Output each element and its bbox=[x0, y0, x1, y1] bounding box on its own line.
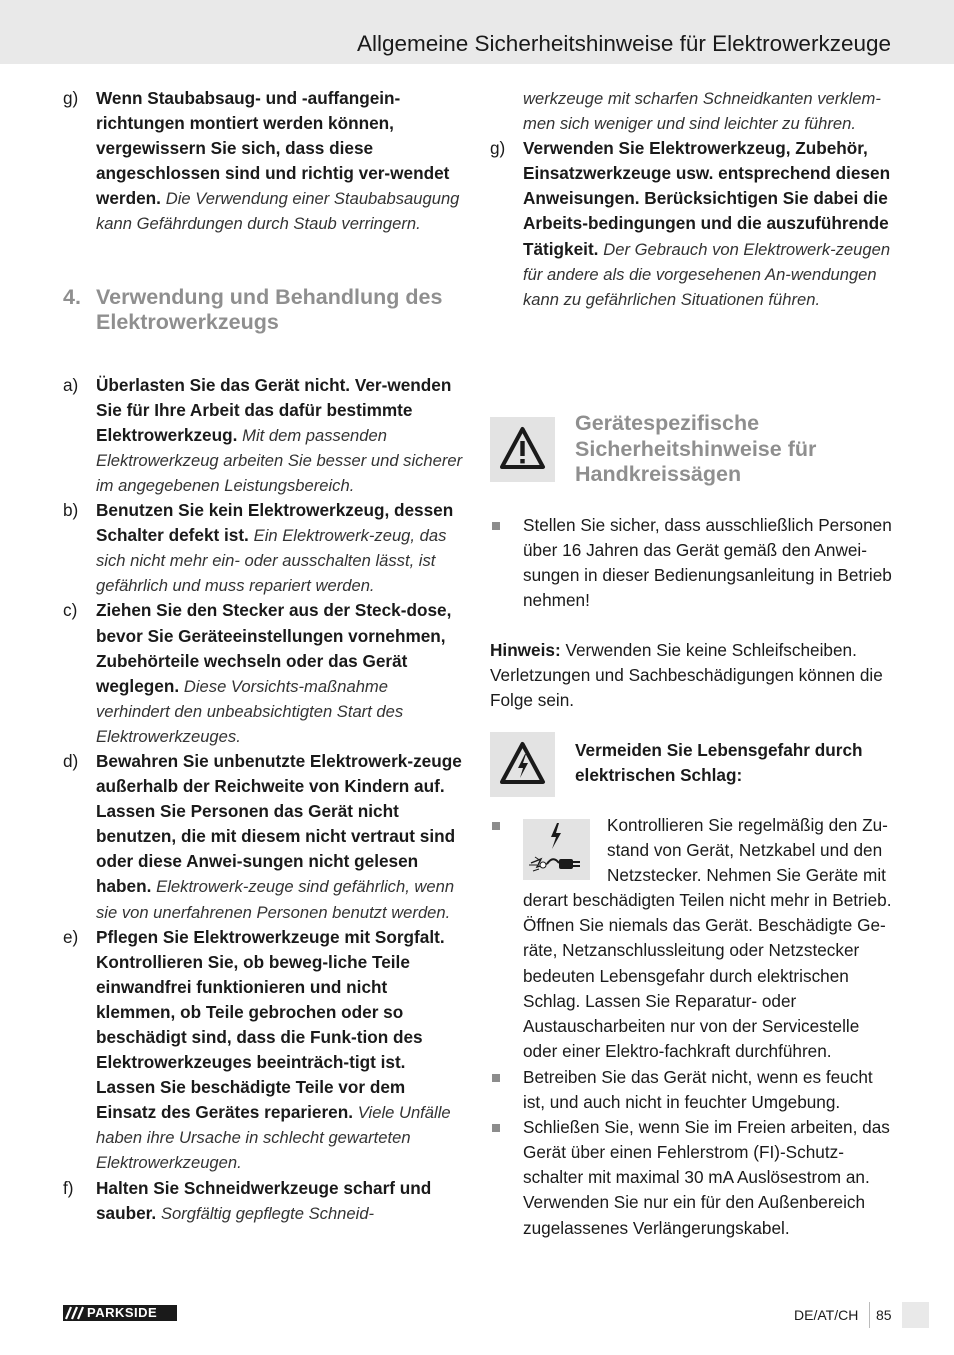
page-number: 85 bbox=[876, 1307, 892, 1323]
list-item-g-right bbox=[490, 136, 892, 312]
item-italic-text: Ein Elektrowerk-zeug, das sich nicht mehr ein- oder ausschalten lässt, ist gefährlich und muss repariert werden. bbox=[96, 526, 447, 596]
item-italic-text: Viele Unfälle haben ihre Ursache in schlecht gewarteten Elektrowerkzeugen. bbox=[96, 1103, 451, 1173]
item-italic-text: Elektrowerk-zeuge sind gefährlich, wenn sie von unerfahrenen Personen benutzt werden. bbox=[96, 877, 455, 922]
list-item bbox=[490, 513, 892, 613]
electric-hazard-icon bbox=[490, 732, 555, 797]
item-italic-text: Mit dem passenden Elektrowerkzeug arbeiten Sie besser und sicherer im angegebenen Leistungsbereich. bbox=[96, 425, 463, 495]
item-marker: b) bbox=[63, 500, 79, 521]
item-bold-text: Bewahren Sie unbenutzte Elektrowerk-zeuge außerhalb der Reichweite von Kindern auf. Lassen Sie Personen das Gerät nicht benutzen, die mit diesem nicht vertraut sind oder diese Anwei-sungen nicht gelesen haben. bbox=[96, 750, 462, 897]
list-item-f bbox=[63, 1176, 465, 1226]
language-code: DE/AT/CH bbox=[794, 1307, 859, 1323]
bullet-text: Stellen Sie sicher, dass ausschließlich Personen über 16 Jahren das Gerät gemäß den Anwei-sungen in dieser Bedienungsanleitung in Betrieb nehmen! bbox=[523, 515, 892, 611]
item-italic-text: Diese Vorsichts-maßnahme verhindert den unbeabsichtigten Start des Elektrowerkzeuges. bbox=[96, 676, 404, 746]
bullet-square-icon bbox=[492, 522, 500, 530]
item-marker: e) bbox=[63, 926, 79, 947]
brand-name: PARKSIDE bbox=[87, 1305, 158, 1320]
warning-icon bbox=[490, 417, 555, 482]
note-label: Hinweis: bbox=[490, 640, 561, 660]
bullet-list-1 bbox=[490, 513, 892, 613]
bullet-square-icon bbox=[492, 1124, 500, 1132]
bullet-square-icon bbox=[492, 1074, 500, 1082]
item-italic-text: werkzeuge mit scharfen Schneidkanten verklem-men sich weniger und sind leichter zu führen. bbox=[523, 89, 881, 134]
item-marker: a) bbox=[63, 374, 79, 395]
item-marker: f) bbox=[63, 1177, 74, 1198]
section-heading-specific: Gerätespezifische Sicherheitshinweise für Handkreissägen bbox=[575, 411, 817, 486]
item-bold-text: Überlasten Sie das Gerät nicht. Ver-wenden Sie für Ihre Arbeit das dafür bestimmte Elektrowerkzeug. bbox=[96, 374, 452, 445]
section-number: 4. bbox=[63, 284, 81, 309]
section-heading-4 bbox=[63, 285, 465, 335]
footer-tab-marker bbox=[902, 1302, 929, 1328]
continuation-text bbox=[490, 86, 892, 136]
instruction-list bbox=[63, 373, 465, 1226]
list-item bbox=[490, 1115, 892, 1240]
item-bold-text: Verwenden Sie Elektrowerkzeug, Zubehör, Einsatzwerkzeuge usw. entsprechend diesen Anweisungen. Berücksichtigen Sie dabei die Arbeits-bedingungen und die auszuführende Tätigkeit. bbox=[523, 138, 891, 259]
item-bold-text: Wenn Staubabsaug- und -auffangein-richtungen montiert werden können, vergewissern Sie sich, dass diese angeschlossen sind und richtig ver-wendet werden. bbox=[96, 88, 450, 209]
item-marker: c) bbox=[63, 600, 78, 621]
bullet-text: Kontrollieren Sie regelmäßig den Zu-stand von Gerät, Netzkabel und den Netzstecker. Nehmen Sie Geräte mit derart beschädigten Teilen nicht mehr in Betrieb. Öffnen Sie niemals das Gerät. Beschädigte Ge-räte, Netzanschlussleitung oder Netzstecker bedeuten Lebensgefahr durch elektrischen Schlag. Lassen Sie Reparatur- oder Austauscharbeiten nur von der Servicestelle oder einer Elektro-fachkraft durchführen. bbox=[523, 815, 892, 1061]
item-italic-text: Der Gebrauch von Elektrowerk-zeugen für andere als die vorgesehenen An-wendungen kann zu gefährlichen Situationen führen. bbox=[523, 239, 891, 309]
footer-divider bbox=[869, 1302, 870, 1328]
item-bold-text: Halten Sie Schneidwerkzeuge scharf und sauber. bbox=[96, 1177, 432, 1223]
item-marker: d) bbox=[63, 750, 79, 771]
bullet-text: Schließen Sie, wenn Sie im Freien arbeiten, das Gerät über einen Fehlerstrom (FI)-Schutz-schalter mit maximal 30 mA Auslösestrom an. Verwenden Sie nur ein für den Außenbereich zugelassenes Verlängerungskabel. bbox=[523, 1117, 890, 1238]
item-italic-text: Die Verwendung einer Staubabsaugung kann Gefährdungen durch Staub verringern. bbox=[96, 189, 460, 234]
shock-warning-text: Vermeiden Sie Lebensgefahr durch elektrischen Schlag: bbox=[575, 740, 863, 786]
list-item-g bbox=[63, 86, 465, 237]
item-italic-text: Sorgfältig gepflegte Schneid- bbox=[160, 1203, 375, 1223]
note-paragraph bbox=[490, 638, 885, 713]
right-column bbox=[490, 86, 892, 312]
page-title: Allgemeine Sicherheitshinweise für Elektrowerkzeuge bbox=[356, 31, 891, 56]
list-item-c bbox=[63, 598, 465, 749]
item-bold-text: Pflegen Sie Elektrowerkzeuge mit Sorgfalt. Kontrollieren Sie, ob beweg-liche Teile einwandfrei funktionieren und nicht klemmen, ob Teile gebrochen oder so beschädigt sind, dass die Funk-tion des Elektrowerkzeuges beeinträch-tigt ist. Lassen Sie beschädigte Teile vor dem Einsatz des Gerätes reparieren. bbox=[96, 926, 445, 1123]
item-bold-text: Ziehen Sie den Stecker aus der Steck-dose, bevor Sie Geräteeinstellungen vornehmen, Zubehörteile wechseln oder das Gerät weglegen. bbox=[96, 600, 452, 696]
bullet-with-image bbox=[490, 813, 892, 1064]
item-bold-text: Benutzen Sie kein Elektrowerkzeug, dessen Schalter defekt ist. bbox=[96, 500, 454, 546]
list-item-d bbox=[63, 749, 465, 925]
note-text: Verwenden Sie keine Schleifscheiben. Verletzungen und Sachbeschädigungen können die Folge sein. bbox=[490, 640, 883, 711]
list-item-e bbox=[63, 925, 465, 1176]
damaged-plug-icon bbox=[523, 819, 590, 880]
list-item-a bbox=[63, 373, 465, 498]
item-marker: g) bbox=[490, 138, 506, 159]
list-item bbox=[490, 1065, 892, 1115]
list-item-b bbox=[63, 498, 465, 598]
item-marker: g) bbox=[63, 88, 79, 108]
bullet-list-2 bbox=[490, 1065, 892, 1241]
left-column bbox=[63, 86, 465, 1226]
section-title: Verwendung und Behandlung des Elektrowerkzeugs bbox=[96, 284, 443, 334]
parkside-logo bbox=[63, 1305, 177, 1321]
bullet-text: Betreiben Sie das Gerät nicht, wenn es feucht ist, und auch nicht in feuchter Umgebung. bbox=[523, 1067, 873, 1113]
bullet-square-icon bbox=[492, 822, 500, 830]
